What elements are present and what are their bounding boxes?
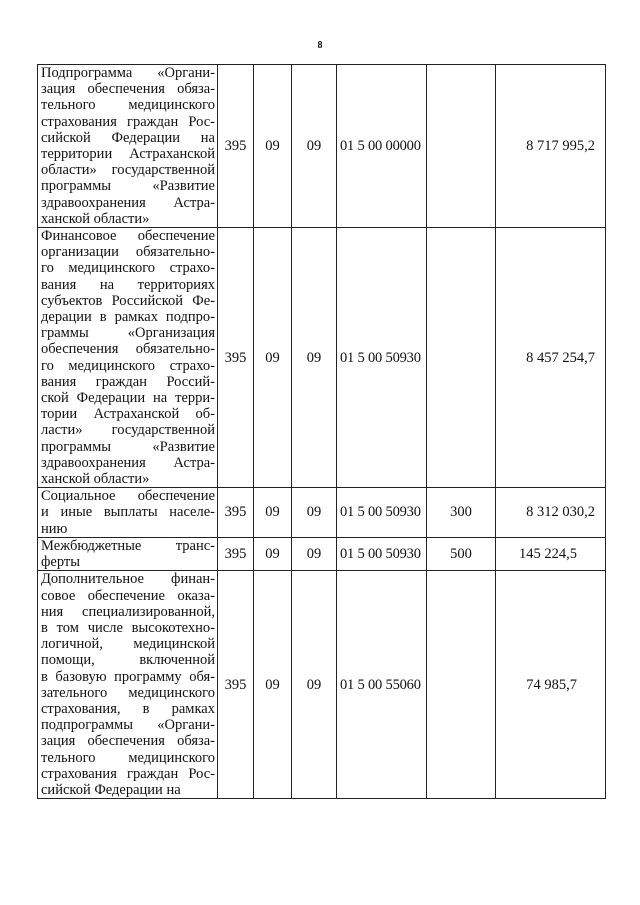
section-code-cell: 09 bbox=[254, 228, 292, 488]
budget-table bbox=[37, 64, 606, 799]
description-cell bbox=[38, 65, 218, 228]
description-line: тельного медицинского bbox=[41, 97, 215, 114]
section-code-cell: 09 bbox=[254, 571, 292, 799]
description-line: сийской Федерации на bbox=[41, 781, 181, 798]
table-row bbox=[38, 571, 606, 799]
description-line: зация обеспечения обяза- bbox=[41, 733, 215, 750]
description-line: программы «Развитие bbox=[41, 438, 215, 455]
target-article-cell: 01 5 00 00000 bbox=[337, 65, 427, 228]
amount-cell: 145 224,5 bbox=[496, 537, 606, 570]
subsection-code-cell: 09 bbox=[292, 488, 337, 538]
admin-code-cell: 395 bbox=[218, 488, 254, 538]
description-line: и иные выплаты населе- bbox=[41, 504, 215, 521]
expense-type-cell bbox=[427, 571, 496, 799]
description-line: субъектов Российской Фе- bbox=[41, 292, 215, 309]
description-line: ласти» государственной bbox=[41, 422, 215, 439]
subsection-code-cell: 09 bbox=[292, 65, 337, 228]
subsection-code-cell: 09 bbox=[292, 228, 337, 488]
description-line: Дополнительное финан- bbox=[41, 571, 215, 588]
description-line: здравоохранения Астра- bbox=[41, 454, 215, 471]
description-line: в базовую программу обя- bbox=[41, 668, 215, 685]
admin-code-cell: 395 bbox=[218, 228, 254, 488]
description-line: ской Федерации на терри- bbox=[41, 390, 215, 407]
budget-table-body bbox=[38, 65, 606, 799]
target-article-cell: 01 5 00 50930 bbox=[337, 537, 427, 570]
amount-cell: 74 985,7 bbox=[496, 571, 606, 799]
description-line: страхования граждан Рос- bbox=[41, 765, 215, 782]
description-line: Подпрограмма «Органи- bbox=[41, 65, 215, 81]
section-code-cell: 09 bbox=[254, 537, 292, 570]
description-line: граммы «Организация bbox=[41, 325, 215, 342]
target-article-cell: 01 5 00 50930 bbox=[337, 488, 427, 538]
table-row bbox=[38, 488, 606, 538]
description-line: страхования, в рамках bbox=[41, 700, 215, 717]
description-cell bbox=[38, 571, 218, 799]
description-cell bbox=[38, 488, 218, 538]
description-line: программы «Развитие bbox=[41, 178, 215, 195]
amount-cell: 8 717 995,2 bbox=[496, 65, 606, 228]
description-cell bbox=[38, 537, 218, 570]
description-line: зательного медицинского bbox=[41, 684, 215, 701]
description-line: обеспечения обязательно- bbox=[41, 341, 215, 358]
expense-type-cell: 300 bbox=[427, 488, 496, 538]
description-line: зация обеспечения обяза- bbox=[41, 81, 215, 98]
description-line: организации обязательно- bbox=[41, 244, 215, 261]
description-line: сийской Федерации на bbox=[41, 129, 215, 146]
expense-type-cell bbox=[427, 65, 496, 228]
target-article-cell: 01 5 00 55060 bbox=[337, 571, 427, 799]
description-line: тельного медицинского bbox=[41, 749, 215, 766]
target-article-cell: 01 5 00 50930 bbox=[337, 228, 427, 488]
admin-code-cell: 395 bbox=[218, 571, 254, 799]
amount-cell: 8 457 254,7 bbox=[496, 228, 606, 488]
expense-type-cell: 500 bbox=[427, 537, 496, 570]
description-line: ханской области» bbox=[41, 210, 150, 227]
admin-code-cell: 395 bbox=[218, 65, 254, 228]
description-line: ния специализированной, bbox=[41, 603, 215, 620]
description-line: здравоохранения Астра- bbox=[41, 194, 215, 211]
description-line: территории Астраханской bbox=[41, 146, 215, 163]
description-line: совое обеспечение оказа- bbox=[41, 587, 215, 604]
table-row bbox=[38, 228, 606, 488]
admin-code-cell: 395 bbox=[218, 537, 254, 570]
description-line: области» государственной bbox=[41, 162, 215, 179]
description-line: ханской области» bbox=[41, 471, 150, 488]
description-line: Социальное обеспечение bbox=[41, 488, 215, 505]
description-cell bbox=[38, 228, 218, 488]
section-code-cell: 09 bbox=[254, 65, 292, 228]
description-line: нию bbox=[41, 520, 68, 537]
description-line: страхования граждан Рос- bbox=[41, 113, 215, 130]
amount-cell: 8 312 030,2 bbox=[496, 488, 606, 538]
description-line: Межбюджетные транс- bbox=[41, 537, 215, 554]
table-row bbox=[38, 65, 606, 228]
expense-type-cell bbox=[427, 228, 496, 488]
table-row bbox=[38, 537, 606, 570]
subsection-code-cell: 09 bbox=[292, 537, 337, 570]
description-line: ферты bbox=[41, 554, 80, 571]
description-line: дерации в рамках подпро- bbox=[41, 309, 215, 326]
description-line: в том числе высокотехно- bbox=[41, 619, 215, 636]
description-line: вания на территориях bbox=[41, 276, 215, 293]
subsection-code-cell: 09 bbox=[292, 571, 337, 799]
section-code-cell: 09 bbox=[254, 488, 292, 538]
description-line: вания граждан Россий- bbox=[41, 373, 215, 390]
description-line: Финансовое обеспечение bbox=[41, 228, 215, 245]
description-line: помощи, включенной bbox=[41, 652, 215, 669]
description-line: го медицинского страхо- bbox=[41, 260, 215, 277]
description-line: подпрограммы «Органи- bbox=[41, 717, 215, 734]
description-line: логичной, медицинской bbox=[41, 636, 215, 653]
description-line: тории Астраханской об- bbox=[41, 406, 215, 423]
description-line: го медицинского страхо- bbox=[41, 357, 215, 374]
page-number: 8 bbox=[317, 40, 323, 51]
